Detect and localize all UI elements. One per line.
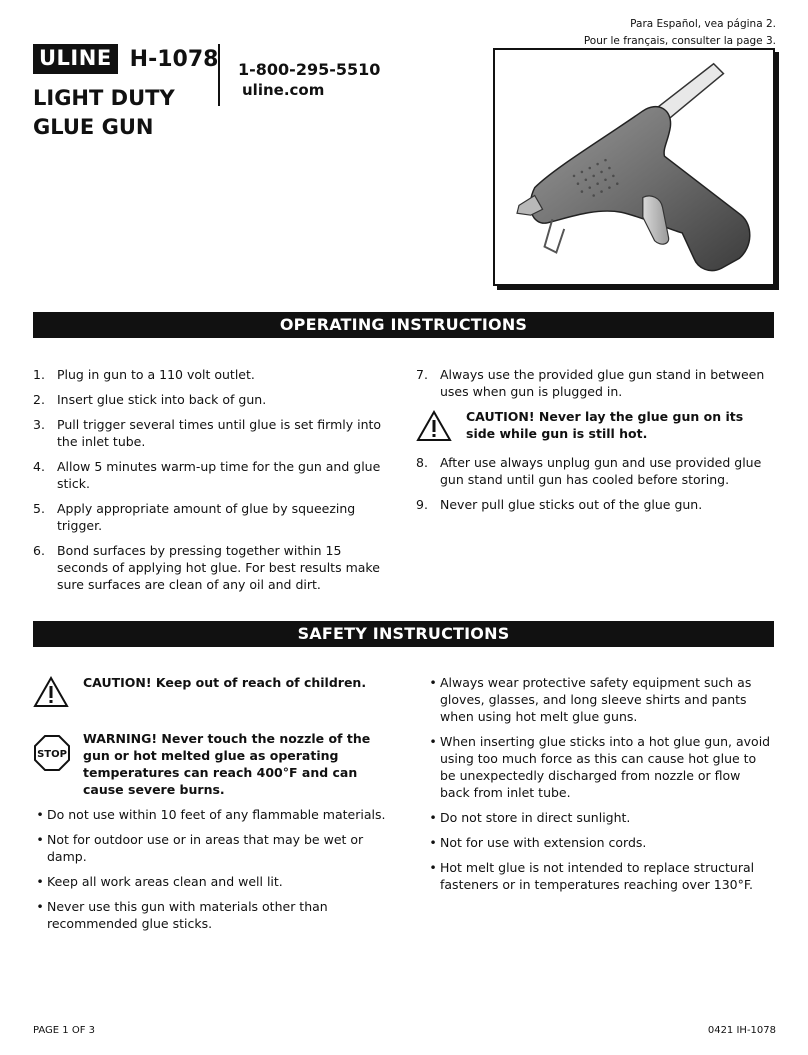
safety-bullet [426,834,774,851]
contact-block [238,60,380,100]
bullet-icon: • [429,860,437,875]
step-number: 7. [416,367,428,382]
bullet-icon: • [36,874,44,889]
stop-label: STOP [37,749,67,760]
step-text: Never pull glue sticks out of the glue gun. [440,497,703,512]
step-number: 9. [416,497,428,512]
uline-logo: ULINE [33,44,118,74]
safety-bullet [33,873,395,890]
step-5 [33,500,388,534]
step-number: 5. [33,501,45,516]
bullet-text: Hot melt glue is not intended to replace structural fasteners or in temperatures reaching over 130°F. [440,860,755,892]
warning-burns [33,730,395,798]
bullet-icon: • [36,832,44,847]
page-number: PAGE 1 OF 3 [33,1025,96,1036]
website: uline.com [242,81,325,99]
product-title [33,84,175,142]
brand-block [33,44,218,74]
document-code: 0421 IH-1078 [707,1025,776,1036]
bullet-icon: • [429,734,437,749]
caution-children [33,674,395,712]
step-text: Bond surfaces by pressing together within 15 seconds of applying hot glue. For best results make sure surfaces are clean of any oil and dirt. [57,543,380,592]
step-text: After use always unplug gun and use provided glue gun stand until gun has cooled before storing. [440,455,762,487]
bullet-icon: • [429,675,437,690]
bullet-icon: • [36,899,44,914]
step-text: Plug in gun to a 110 volt outlet. [57,367,255,382]
bullet-text: Do not use within 10 feet of any flammable materials. [47,807,386,822]
bullet-text: Always wear protective safety equipment such as gloves, glasses, and long sleeve shirts and pants when using hot melt glue guns. [440,675,752,724]
safety-bullet [426,733,774,801]
warning-triangle-icon [33,674,83,712]
safety-bullet [33,831,395,865]
bullet-icon: • [429,810,437,825]
step-text: Always use the provided glue gun stand in between uses when gun is plugged in. [440,367,765,399]
title-divider [218,44,220,106]
safety-bullet [426,859,774,893]
step-2 [33,391,388,408]
step-1 [33,366,388,383]
language-notes [584,16,776,50]
operating-instructions-heading: OPERATING INSTRUCTIONS [33,312,774,338]
bullet-text: Not for use with extension cords. [440,835,647,850]
safety-instructions-heading: SAFETY INSTRUCTIONS [33,621,774,647]
bullet-icon: • [429,835,437,850]
caution-text: CAUTION! Never lay the glue gun on its side while gun is still hot. [466,409,744,441]
safety-bullets-left [33,806,395,932]
caution-stand [416,408,774,446]
french-note: Pour le français, consulter la page 3. [583,35,776,47]
step-7 [416,366,774,400]
bullet-text: When inserting glue sticks into a hot glue gun, avoid using too much force as this can cause hot glue to be unexpectedly discharged from nozzle or flow back from inlet tube. [440,734,771,800]
step-text: Insert glue stick into back of gun. [57,392,267,407]
step-text: Pull trigger several times until glue is set firmly into the inlet tube. [57,417,382,449]
model-number: H-1078 [129,46,219,72]
stop-sign-icon [33,730,83,776]
step-number: 2. [33,392,45,407]
bullet-text: Keep all work areas clean and well lit. [47,874,283,889]
step-text: Apply appropriate amount of glue by squeezing trigger. [57,501,356,533]
bullet-text: Do not store in direct sunlight. [440,810,631,825]
step-8 [416,454,774,488]
glue-gun-illustration [495,50,773,284]
safety-bullet [426,674,774,725]
step-6 [33,542,388,593]
step-4 [33,458,388,492]
title-line-1: LIGHT DUTY [33,86,175,110]
step-text: Allow 5 minutes warm-up time for the gun and glue stick. [57,459,381,491]
step-3 [33,416,388,450]
step-number: 1. [33,367,45,382]
bullet-text: Not for outdoor use or in areas that may be wet or damp. [47,832,364,864]
safety-bullet [426,809,774,826]
step-number: 3. [33,417,45,432]
safety-left [33,674,395,940]
warning-triangle-icon [416,408,466,446]
bullet-text: Never use this gun with materials other than recommended glue sticks. [47,899,328,931]
product-image [493,48,775,286]
operating-steps-left [33,366,388,601]
step-number: 4. [33,459,45,474]
safety-right [426,674,774,901]
caution-text: CAUTION! Keep out of reach of children. [83,675,367,690]
safety-bullet [33,898,395,932]
spanish-note: Para Español, vea página 2. [630,18,776,30]
safety-bullet [33,806,395,823]
step-9 [416,496,774,513]
phone-number: 1-800-295-5510 [238,60,381,79]
step-number: 6. [33,543,45,558]
title-line-2: GLUE GUN [33,115,154,139]
operating-steps-right [416,366,774,521]
bullet-icon: • [36,807,44,822]
warning-text: WARNING! Never touch the nozzle of the gun or hot melted glue as operating temperatures can reach 400°F and can cause severe burns. [83,731,371,797]
step-number: 8. [416,455,428,470]
